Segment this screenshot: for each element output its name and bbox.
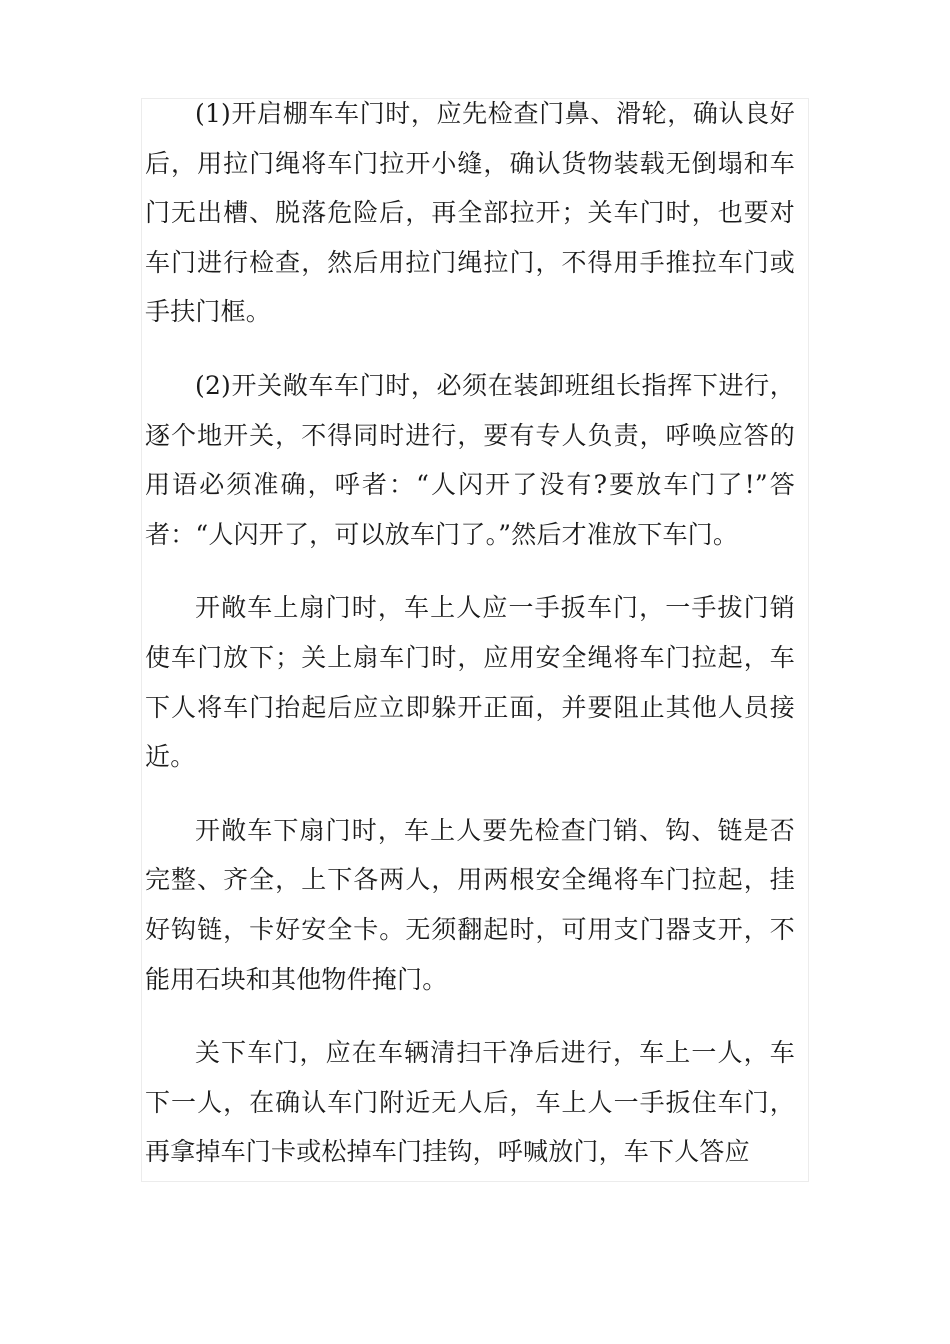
paragraph-5: 关下车门，应在车辆清扫干净后进行，车上一人，车下一人，在确认车门附近无人后，车上人一手扳住车门，再拿掉车门卡或松掉车门挂钩，呼喊放门，车下人答应 — [145, 1038, 795, 1167]
paragraph-4: 开敞车下扇门时，车上人要先检查门销、钩、链是否完整、齐全，上下各两人，用两根安全绳将车门拉起，挂好钩链，卡好安全卡。无须翻起时，可用支门器支开，不能用石块和其他物件掩门。 — [145, 815, 795, 994]
document-body — [145, 89, 795, 1177]
paragraph-3: 开敞车上扇门时，车上人应一手扳车门，一手拔门销使车门放下；关上扇车门时，应用安全绳将车门拉起，车下人将车门抬起后应立即躲开正面，并要阻止其他人员接近。 — [145, 593, 795, 772]
paragraph-1: (1)开启棚车车门时，应先检查门鼻、滑轮，确认良好后，用拉门绳将车门拉开小缝，确认货物装载无倒塌和车门无出槽、脱落危险后，再全部拉开；关车门时，也要对车门进行检查，然后用拉门绳拉门，不得用手推拉车门或手扶门框。 — [145, 99, 795, 327]
paragraph-2: (2)开关敞车车门时，必须在装卸班组长指挥下进行，逐个地开关，不得同时进行，要有专人负责，呼唤应答的用语必须准确，呼者：“人闪开了没有?要放车门了!”答者：“人闪开了，可以放车门了。”然后才准放下车门。 — [145, 370, 795, 549]
